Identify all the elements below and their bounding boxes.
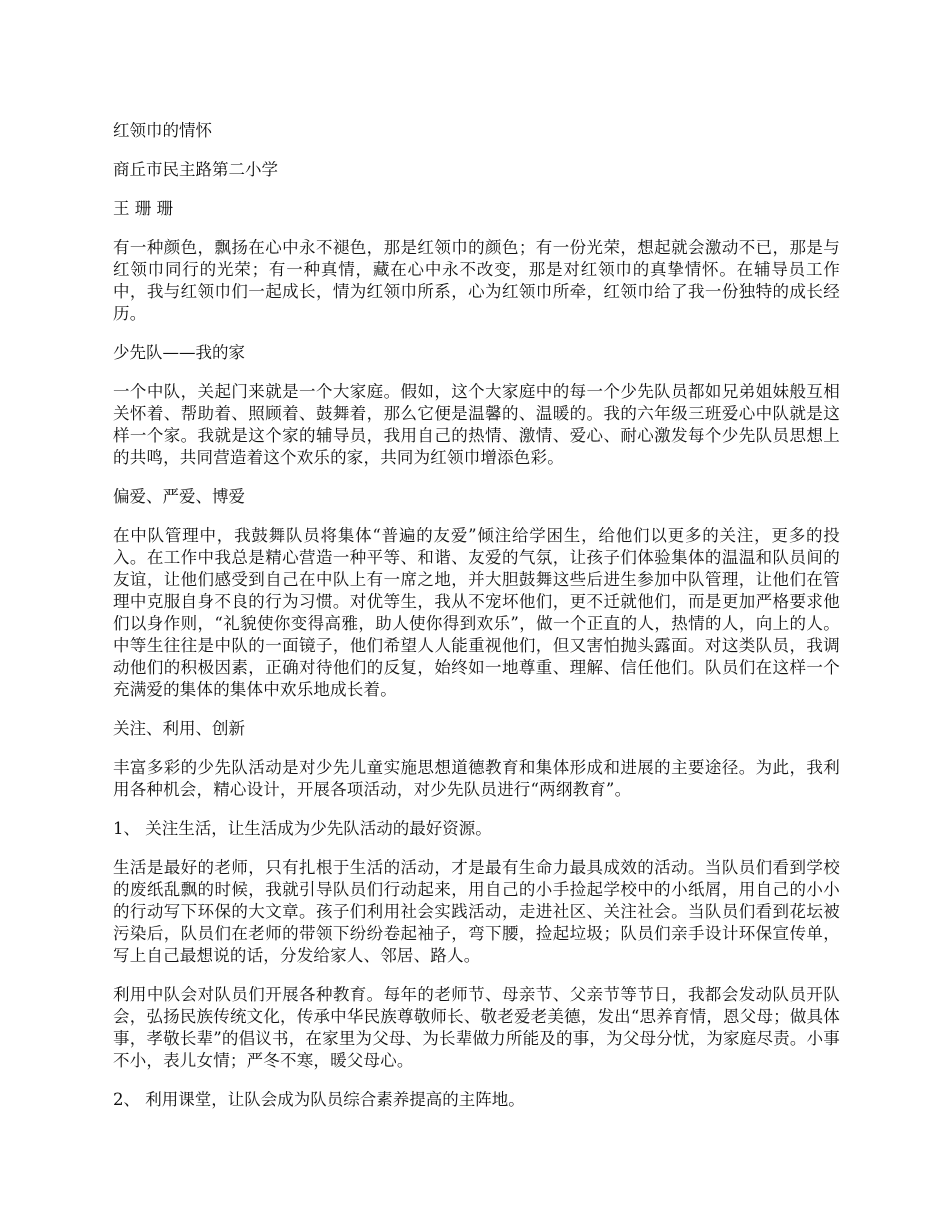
author-name: 王 珊 珊 bbox=[113, 199, 173, 218]
list-item-body-meetings: 利用中队会对队员们开展各种教育。每年的老师节、母亲节、父亲节等节日，我都会发动队员开队会，弘扬民族传统文化，传承中华民族尊敬师长、敬老爱老美德，发出“思养育情，恩父母；做具体事，孝敬长辈”的倡议书，在家里为父母、为长辈做力所能及的事，为父母分忧，为家庭尽责。小事不小，表儿女情；严冬不寒，暖父母心。 bbox=[113, 985, 840, 1070]
section-heading-home: 少先队——我的家 bbox=[113, 343, 245, 362]
section-heading-love: 偏爱、严爱、博爱 bbox=[113, 487, 245, 506]
intro-paragraph: 有一种颜色，飘扬在心中永不褪色，那是红领巾的颜色；有一份光荣，想起就会激动不已，那是与红领巾同行的光荣；有一种真情，藏在心中永不改变，那是对红领巾的真挚情怀。在辅导员工作中，我与红领巾们一起成长，情为红领巾所系，心为红领巾所牵，红领巾给了我一份独特的成长经历。 bbox=[113, 238, 840, 323]
school-name: 商丘市民主路第二小学 bbox=[113, 160, 278, 179]
document-title: 红领巾的情怀 bbox=[113, 121, 212, 140]
list-item-heading-life: 1、 关注生活，让生活成为少先队活动的最好资源。 bbox=[113, 819, 492, 838]
section-body-home: 一个中队，关起门来就是一个大家庭。假如，这个大家庭中的每一个少先队员都如兄弟姐妹般互相关怀着、帮助着、照顾着、鼓舞着，那么它便是温馨的、温暖的。我的六年级三班爱心中队就是这样一个家。我就是这个家的辅导员，我用自己的热情、激情、爱心、耐心激发每个少先队员思想上的共鸣，共同营造着这个欢乐的家，共同为红领巾增添色彩。 bbox=[113, 382, 840, 467]
section-body-innovation: 丰富多彩的少先队活动是对少先儿童实施思想道德教育和集体形成和进展的主要途径。为此，我利用各种机会，精心设计，开展各项活动，对少先队员进行“两纲教育”。 bbox=[113, 758, 840, 799]
section-heading-innovation: 关注、利用、创新 bbox=[113, 719, 245, 738]
list-item-heading-classroom: 2、 利用课堂，让队会成为队员综合素养提高的主阵地。 bbox=[113, 1090, 525, 1109]
section-body-love: 在中队管理中，我鼓舞队员将集体“普遍的友爱”倾注给学困生，给他们以更多的关注，更多的投入。在工作中我总是精心营造一种平等、和谐、友爱的气氛，让孩子们体验集体的温温和队员间的友谊，让他们感受到自己在中队上有一席之地，并大胆鼓舞这些后进生参加中队管理，让他们在管理中克服自身不良的行为习惯。对优等生，我从不宠坏他们，更不迁就他们，而是更加严格要求他们以身作则，“礼貌使你变得高雅，助人使你得到欢乐”，做一个正直的人，热情的人，向上的人。中等生往往是中队的一面镜子，他们希望人人能重视他们，但又害怕抛头露面。对这类队员，我调动他们的积极因素，正确对待他们的反复，始终如一地尊重、理解、信任他们。队员们在这样一个充满爱的集体的集体中欢乐地成长着。 bbox=[113, 526, 840, 699]
list-item-body-life: 生活是最好的老师，只有扎根于生活的活动，才是最有生命力最具成效的活动。当队员们看到学校的废纸乱飘的时候，我就引导队员们行动起来，用自己的小手捡起学校中的小纸屑，用自己的小小的行动写下环保的大文章。孩子们利用社会实践活动，走进社区、关注社会。当队员们看到花坛被污染后，队员们在老师的带领下纷纷卷起袖子，弯下腰，捡起垃圾；队员们亲手设计环保宣传单，写上自己最想说的话，分发给家人、邻居、路人。 bbox=[113, 858, 840, 965]
